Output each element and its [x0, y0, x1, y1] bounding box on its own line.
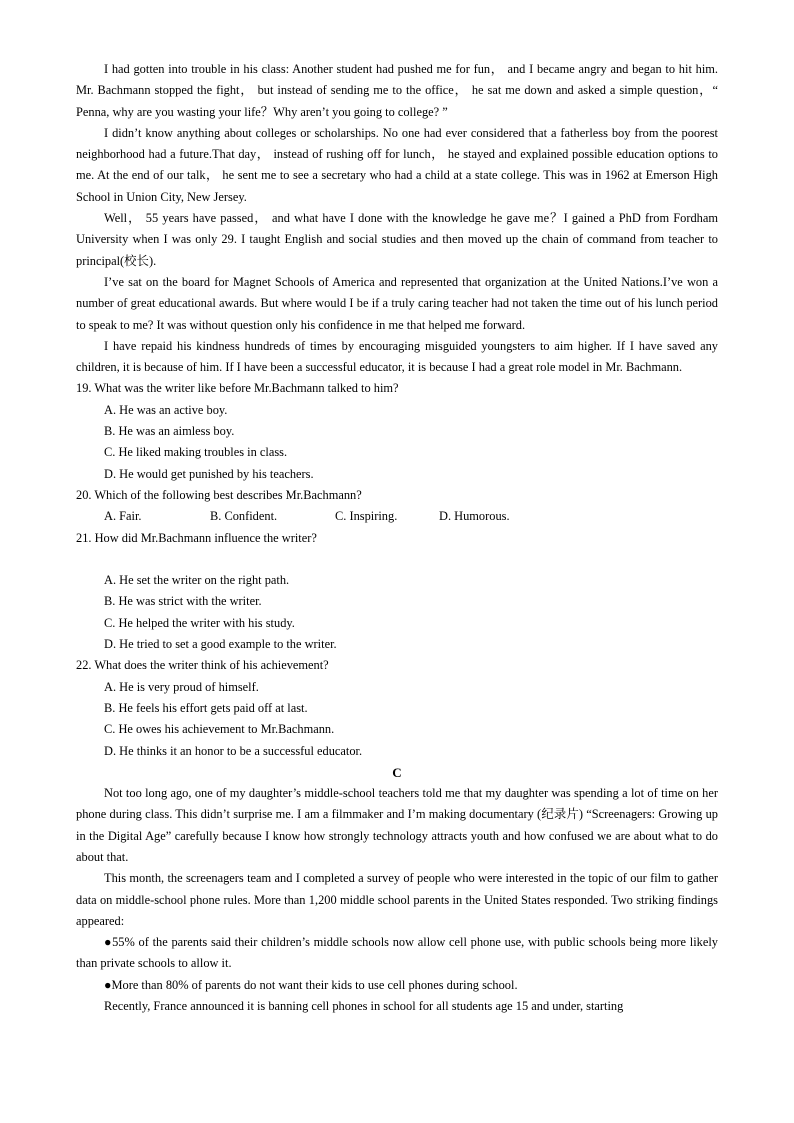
- option-d: D. He tried to set a good example to the writer.: [104, 637, 337, 652]
- option-b: B. Confident.: [210, 509, 278, 524]
- option-b: B. He was strict with the writer.: [104, 594, 262, 609]
- option-d: D. Humorous.: [439, 509, 510, 524]
- passage-paragraph: I had gotten into trouble in his class: Another student had pushed me for fun， and I became angry and began to hit him. Mr. Bachmann stopped the fight， but instead of sending me to the office， he sat me down and asked a simple question，“ Penna, why are you wasting your life？Why aren’t you going to college? ”: [76, 62, 718, 119]
- bullet-finding: ●More than 80% of parents do not want their kids to use cell phones during school.: [104, 977, 518, 992]
- exam-page: [76, 59, 718, 1017]
- question-19: 19. What was the writer like before Mr.Bachmann talked to him?: [76, 381, 399, 396]
- option-a: A. He is very proud of himself.: [104, 679, 259, 694]
- option-a: A. He set the writer on the right path.: [104, 573, 290, 588]
- question-21: 21. How did Mr.Bachmann influence the writer?: [76, 530, 317, 545]
- option-c: C. Inspiring.: [335, 509, 398, 524]
- option-d: D. He would get punished by his teachers.: [104, 466, 314, 481]
- passage-paragraph: Not too long ago, one of my daughter’s middle-school teachers told me that my daughter was spending a lot of time on her phone during class. This didn’t surprise me. I am a filmmaker and I’m making documentary (纪录片) “Screenagers: Growing up in the Digital Age” carefully because I know how strongly technology attracts youth and how confused we are about what to do about that.: [76, 786, 718, 864]
- options-row: [76, 506, 718, 527]
- question-20: 20. Which of the following best describes Mr.Bachmann?: [76, 487, 362, 502]
- option-a: A. He was an active boy.: [104, 402, 228, 417]
- bullet-finding: ●55% of the parents said their children’s middle schools now allow cell phone use, with public schools being more likely than private schools to allow it.: [76, 935, 718, 971]
- option-d: D. He thinks it an honor to be a successful educator.: [104, 743, 363, 758]
- passage-paragraph: I’ve sat on the board for Magnet Schools of America and represented that organization at the United Nations.I’ve won a number of great educational awards. But where would I be if a truly caring teacher had not taken the time out of his lunch period to speak to me? It was without question only his confidence in me that helped me forward.: [76, 274, 718, 332]
- section-heading: C: [392, 764, 402, 780]
- passage-paragraph: Well， 55 years have passed， and what have I done with the knowledge he gave me？I gained a PhD from Fordham University when I was only 29. I taught English and social studies and then moved up the chain of command from teacher to principal(校长).: [76, 211, 718, 268]
- answer-space: [76, 549, 718, 570]
- option-c: C. He helped the writer with his study.: [104, 615, 295, 630]
- passage-paragraph: Recently, France announced it is banning cell phones in school for all students age 15 and under, starting: [104, 999, 624, 1014]
- option-a: A. Fair.: [104, 509, 142, 524]
- option-c: C. He liked making troubles in class.: [104, 445, 288, 460]
- passage-paragraph: This month, the screenagers team and I completed a survey of people who were interested in the topic of our film to gather data on middle-school phone rules. More than 1,200 middle school parents in the United States responded. Two striking findings appeared:: [76, 871, 718, 928]
- option-b: B. He was an aimless boy.: [104, 424, 235, 439]
- option-b: B. He feels his effort gets paid off at last.: [104, 700, 308, 715]
- question-22: 22. What does the writer think of his achievement?: [76, 658, 329, 673]
- passage-paragraph: I have repaid his kindness hundreds of times by encouraging misguided youngsters to aim higher. If I have saved any children, it is because of him. If I have been a successful educator, it is because I had a great role model in Mr. Bachmann.: [76, 338, 718, 375]
- passage-paragraph: I didn’t know anything about colleges or scholarships. No one had ever considered that a fatherless boy from the poorest neighborhood had a future.That day， instead of rushing off for lunch， he stayed and explained possible education options to me. At the end of our talk， he sent me to see a secretary who had a child at a state college. This was in 1962 at Emerson High School in Union City, New Jersey.: [76, 125, 718, 204]
- option-c: C. He owes his achievement to Mr.Bachmann.: [104, 722, 335, 737]
